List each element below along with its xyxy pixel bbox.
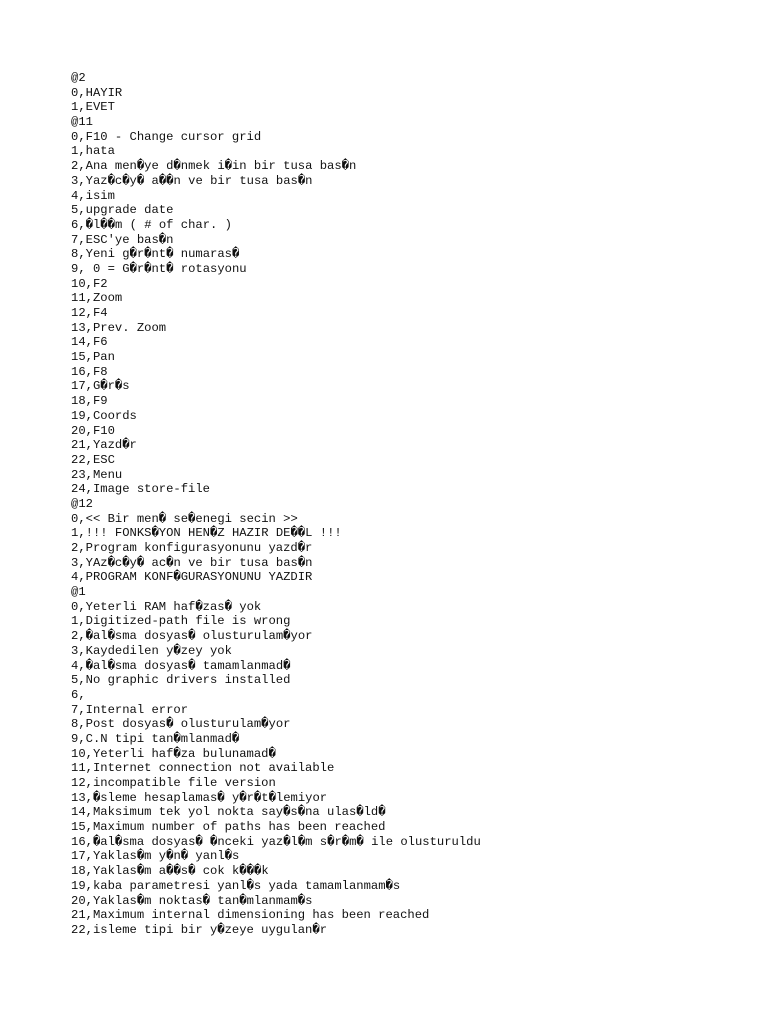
text-line: 23,Menu <box>71 467 123 482</box>
text-line: 10,Yeterli haf�za bulunamad� <box>71 746 276 761</box>
text-line: 24,Image store-file <box>71 482 210 497</box>
text-line: 20,F10 <box>71 423 115 438</box>
text-line: 15,Maximum number of paths has been reached <box>71 820 386 835</box>
text-line: 8,Post dosyas� olusturulam�yor <box>71 717 291 732</box>
text-line: 7,Internal error <box>71 702 189 717</box>
text-line: 0,<< Bir men� se�enegi secin >> <box>71 511 298 526</box>
text-line: 0,F10 - Change cursor grid <box>71 129 262 144</box>
text-line: 10,F2 <box>71 276 108 291</box>
text-line: 4,isim <box>71 188 115 203</box>
text-line: 13,Prev. Zoom <box>71 320 167 335</box>
text-line: 2,�al�sma dosyas� olusturulam�yor <box>71 629 313 644</box>
text-line: 9,C.N tipi tan�mlanmad� <box>71 731 240 746</box>
text-line: 12,incompatible file version <box>71 776 276 790</box>
text-line: 11,Zoom <box>71 291 123 306</box>
text-line: 9, 0 = G�r�nt� rotasyonu <box>71 261 247 276</box>
text-line: 1,EVET <box>71 100 115 115</box>
text-line: 22,ESC <box>71 452 115 467</box>
text-line: @2 <box>71 71 86 85</box>
text-line: 15,Pan <box>71 350 115 365</box>
text-line: 7,ESC'ye bas�n <box>71 232 174 247</box>
text-line: 8,Yeni g�r�nt� numaras� <box>71 247 240 262</box>
text-line: 1,hata <box>71 144 115 159</box>
text-line: 16,�al�sma dosyas� �nceki yaz�l�m s�r�m� ile olusturuldu <box>71 834 481 849</box>
text-line: @1 <box>71 585 86 600</box>
text-line: 20,Yaklas�m noktas� tan�mlanmam�s <box>71 893 313 908</box>
text-line: 1,Digitized-path file is wrong <box>71 614 291 629</box>
text-line: 22,isleme tipi bir y�zeye uygulan�r <box>71 922 328 937</box>
text-line: @12 <box>71 496 93 511</box>
text-line: 11,Internet connection not available <box>71 761 335 776</box>
text-line: 14,F6 <box>71 335 108 350</box>
text-line: 21,Yazd�r <box>71 438 137 453</box>
text-line: 4,PROGRAM KONF�GURASYONUNU YAZDIR <box>71 570 313 585</box>
text-document <box>71 71 481 938</box>
text-line: 18,Yaklas�m a��s� cok k���k <box>71 864 269 879</box>
text-line: 19,Coords <box>71 408 137 423</box>
text-line: 0,Yeterli RAM haf�zas� yok <box>71 599 262 614</box>
text-line: 4,�al�sma dosyas� tamamlanmad� <box>71 658 291 673</box>
text-line: 3,YAz�c�y� ac�n ve bir tusa bas�n <box>71 555 313 570</box>
text-line: 6, <box>71 687 86 702</box>
text-line: 2,Program konfigurasyonunu yazd�r <box>71 541 313 555</box>
text-line: 13,�sleme hesaplamas� y�r�t�lemiyor <box>71 790 328 805</box>
text-line: 12,F4 <box>71 306 108 320</box>
text-line: 21,Maximum internal dimensioning has been reached <box>71 908 430 923</box>
text-line: 0,HAYIR <box>71 85 123 100</box>
text-line: 3,Kaydedilen y�zey yok <box>71 643 232 658</box>
text-line: 18,F9 <box>71 394 108 409</box>
text-line: 16,F8 <box>71 364 108 379</box>
text-line: 6,�l��m ( # of char. ) <box>71 217 232 232</box>
text-line: 2,Ana men�ye d�nmek i�in bir tusa bas�n <box>71 159 357 174</box>
text-line: 19,kaba parametresi yanl�s yada tamamlanmam�s <box>71 878 401 893</box>
text-line: 17,G�r�s <box>71 379 130 394</box>
text-line: 14,Maksimum tek yol nokta say�s�na ulas�ld� <box>71 805 386 820</box>
text-line: 17,Yaklas�m y�n� yanl�s <box>71 849 240 864</box>
text-line: 3,Yaz�c�y� a��n ve bir tusa bas�n <box>71 173 313 188</box>
text-line: 1,!!! FONKS�YON HEN�Z HAZIR DE��L !!! <box>71 526 342 541</box>
text-line: 5,upgrade date <box>71 203 174 218</box>
text-line: @11 <box>71 115 93 130</box>
text-line: 5,No graphic drivers installed <box>71 673 291 688</box>
